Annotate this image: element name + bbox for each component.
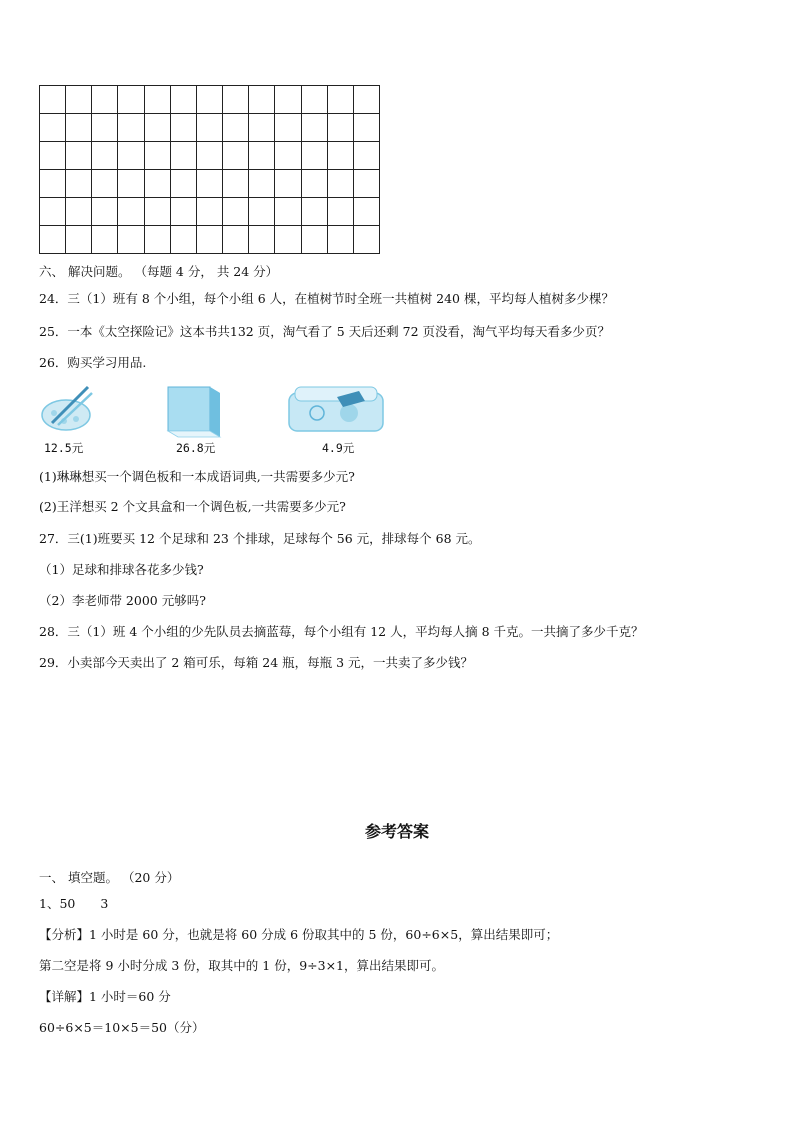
- section6-heading: 六、 解决问题。 （每题 4 分， 共 24 分）: [39, 264, 279, 279]
- dictionary-book-icon: [162, 383, 226, 439]
- analysis-line-2: 第二空是将 9 小时分成 3 份，取其中的 1 份，9÷3×1，算出结果即可。: [39, 958, 445, 973]
- analysis-line-1: 【分析】1 小时是 60 分，也就是将 60 分成 6 份取其中的 5 份，60÷6×5，算出结果即可；: [39, 927, 559, 942]
- question-25: 25．一本《太空探险记》这本书共132 页，淘气看了 5 天后还剩 72 页没看，淘气平均每天看多少页？: [39, 324, 610, 339]
- question-26-part-2: (2)王洋想买 2 个文具盒和一个调色板,一共需要多少元?: [39, 499, 346, 514]
- question-27-part-1: （1）足球和排球各花多少钱?: [39, 562, 204, 577]
- detail-line-2: 60÷6×5＝10×5＝50（分）: [39, 1020, 205, 1035]
- price-pencil-case: 4.9元: [322, 441, 355, 455]
- price-dictionary: 26.8元: [176, 441, 216, 455]
- question-24: 24．三（1）班有 8 个小组，每个小组 6 人，在植树节时全班一共植树 240 棵，平均每人植树多少棵？: [39, 291, 614, 306]
- palette-icon: [38, 383, 96, 435]
- question-28: 28．三（1）班 4 个小组的少先队员去摘蓝莓，每个小组有 12 人，平均每人摘 8 千克。一共摘了多少千克？: [39, 624, 644, 639]
- pencil-case-icon: [287, 383, 385, 435]
- writing-grid: [39, 85, 380, 254]
- question-26-part-1: (1)琳琳想买一个调色板和一本成语词典,一共需要多少元?: [39, 469, 355, 484]
- question-26: 26．购买学习用品.: [39, 355, 147, 370]
- price-palette: 12.5元: [44, 441, 84, 455]
- answers-title: 参考答案: [364, 822, 429, 841]
- question-27-part-2: （2）李老师带 2000 元够吗?: [39, 593, 206, 608]
- question-29: 29．小卖部今天卖出了 2 箱可乐，每箱 24 瓶，每瓶 3 元，一共卖了多少钱？: [39, 655, 474, 670]
- answers-section1-heading: 一、 填空题。 （20 分）: [39, 870, 180, 885]
- detail-line-1: 【详解】1 小时＝60 分: [39, 989, 171, 1004]
- answer-1: 1、50 3: [39, 896, 109, 911]
- question-27: 27．三(1)班要买 12 个足球和 23 个排球，足球每个 56 元，排球每个 68 元。: [39, 531, 481, 546]
